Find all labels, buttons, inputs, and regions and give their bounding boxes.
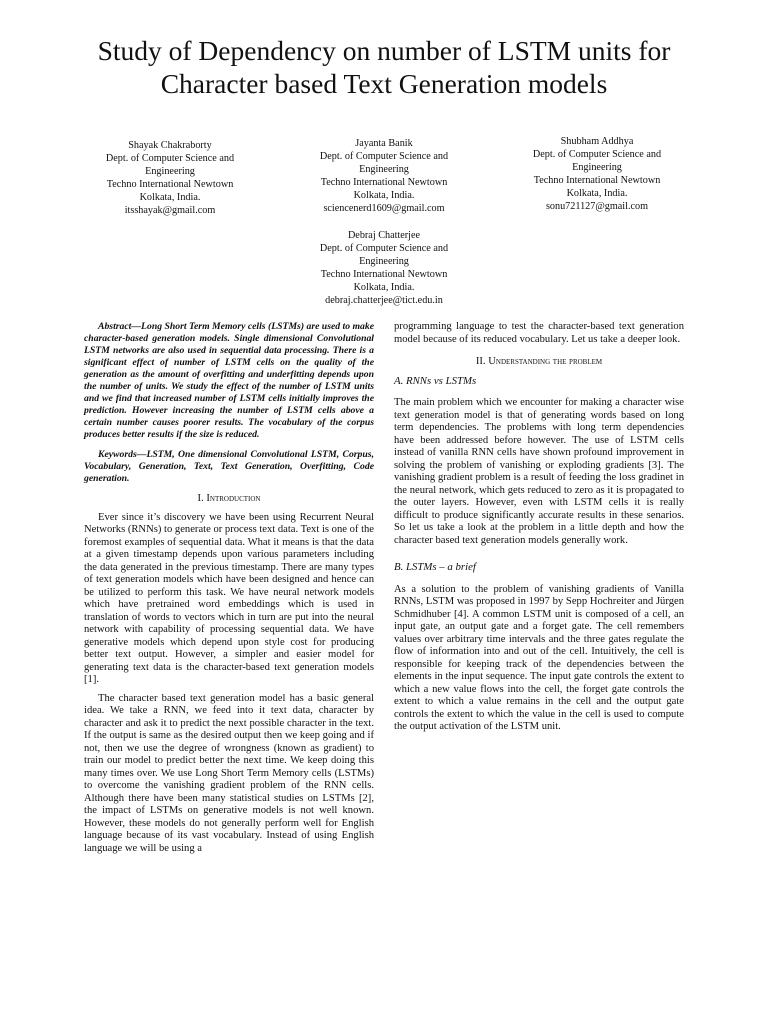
author-dept: Engineering — [145, 166, 195, 177]
author-block-3 — [515, 135, 679, 213]
right-column — [394, 321, 684, 734]
author-block-2 — [302, 137, 466, 215]
author-institution: Techno International Newtown — [106, 179, 234, 190]
title-line-1: Study of Dependency on number of LSTM units for — [97, 35, 671, 66]
author-dept: Dept. of Computer Science and — [105, 153, 235, 164]
author-location: Kolkata, India. — [353, 282, 415, 293]
keywords: Keywords—LSTM, One dimensional Convolutional LSTM, Corpus, Vocabulary, Generation, Text, Text Generation, Overfitting, Code generation. — [84, 449, 374, 484]
left-column — [84, 321, 374, 855]
paper-title — [40, 34, 728, 100]
subsection-heading-lstms-brief: B. LSTMs – a brief — [394, 561, 476, 573]
paragraph: As a solution to the problem of vanishing gradients of Vanilla RNNs, LSTM was proposed in 1997 by Sepp Hochreiter and Jürgen Schmidhuber [4]. A common LSTM unit is composed of a cell, an input gate, an output gate and a forget gate. The cell remembers values over arbitrary time intervals and the three gates regulate the flow of information into and out of the cell. Intuitively, the cell is responsible for keeping track of the dependencies between the elements in the input sequence. The input gate controls the extent to which a new value flows into the cell, the forget gate controls the extent to which a value remains in the cell and the output gate controls the extent to which the value in the cell is used to compute the output activation of the LSTM unit. — [394, 583, 684, 732]
author-location: Kolkata, India. — [139, 192, 201, 203]
author-block-1 — [88, 139, 252, 217]
author-block-4 — [302, 229, 466, 307]
title-line-2: Character based Text Generation models — [160, 68, 608, 99]
author-dept: Engineering — [572, 162, 622, 173]
author-location: Kolkata, India. — [353, 190, 415, 201]
author-name: Shubham Addhya — [560, 136, 634, 147]
author-dept: Dept. of Computer Science and — [319, 243, 449, 254]
author-email: itsshayak@gmail.com — [124, 205, 216, 216]
subsection-heading-rnns-vs-lstms: A. RNNs vs LSTMs — [394, 374, 477, 387]
author-institution: Techno International Newtown — [320, 269, 448, 280]
paragraph: The main problem which we encounter for making a character wise text generation model is that of generating words based on long term dependencies. The problems with long term dependencies have been addressed before however. The use of LSTM cells instead of vanilla RNN cells have shown profound improvement in solving the problem of vanishing or exploding gradients [3]. The vanishing gradient problem is a result of feeding the loss gradinet in the neural network, which gets reduced to zero as it is propagated to the outer layers. However, even with LSTM cells it is really difficult to produce significantly accurate results in these senarios. So let us take a look at the problem in a little depth and how the character based text generation models generally work. — [394, 397, 684, 546]
author-name: Shayak Chakraborty — [128, 140, 212, 151]
author-dept: Dept. of Computer Science and — [319, 151, 449, 162]
author-email: debraj.chatterjee@tict.edu.in — [325, 295, 443, 306]
paragraph-continuation: programming language to test the character-based text generation model because of its reduced vocabulary. Let us take a deeper look. — [394, 321, 684, 345]
section-title: Understanding the problem — [488, 356, 603, 367]
author-name: Debraj Chatterjee — [347, 230, 421, 241]
section-heading-introduction — [84, 493, 374, 506]
author-location: Kolkata, India. — [566, 188, 628, 199]
paragraph: Ever since it’s discovery we have been using Recurrent Neural Networks (RNNs) to generate or process text data. Text is one of the foremost examples of sequential data. What it means is that the data at a given timestamp depends upon various parameters including the data generated in the previous timestamp. There are many types of text generation models which have been designed and hence can be utilized to perform this task. We have neural network models which have pretrained word embeddings which is used in translation of words to vectors which in turn are put into the neural network with capability of processing sequential data. We have generative models which depend upon style cost for producing better text output. However, a simpler and easier model for generating text data is the character-based text generation models [1]. — [84, 511, 375, 685]
author-dept: Engineering — [359, 164, 409, 175]
author-institution: Techno International Newtown — [320, 177, 448, 188]
section-number: I. — [197, 493, 204, 504]
author-email: sonu721127@gmail.com — [545, 201, 649, 212]
abstract: Abstract—Long Short Term Memory cells (LSTMs) are used to make character-based generation models. Single dimensional Convolutional LSTM networks are also used in sequential data processing. There is a significant effect of number of LSTM cells on the quality of the generation as the amount of overfitting and underfitting depends upon the number of units. We study the effect of the number of LSTM units and we find that increased number of LSTM cells initially improves the prediction. However increasing the number of LSTM cells above a certain number causes poorer results. The vocabulary of the corpus produces better results if the size is reduced. — [84, 321, 375, 440]
author-name: Jayanta Banik — [355, 138, 413, 149]
section-heading-understanding — [394, 356, 684, 369]
author-dept: Dept. of Computer Science and — [532, 149, 662, 160]
author-institution: Techno International Newtown — [533, 175, 661, 186]
section-number: II. — [475, 356, 486, 367]
paragraph: The character based text generation model has a basic general idea. We take a RNN, we feed into it text data, character by character and ask it to predict the next possible character in the text. If the output is same as the desired output then we keep going and if not, then we use the degree of wrongness (known as gradient) to train our model to predict better the next time. We keep doing this many times over. We use Long Short Term Memory cells (LSTMs) to overcome the vanishing gradient problem of the RNN cells. Although there have been many statistical studies on LSTMs [2], the impact of LSTMs on generative models is not well known. However, these models do not generally perform well for English language because of its vast vocabulary. Instead of using English language we will be using a — [84, 692, 374, 854]
section-title: Introduction — [206, 493, 261, 504]
author-dept: Engineering — [359, 256, 409, 267]
author-email: sciencenerd1609@gmail.com — [323, 203, 445, 214]
